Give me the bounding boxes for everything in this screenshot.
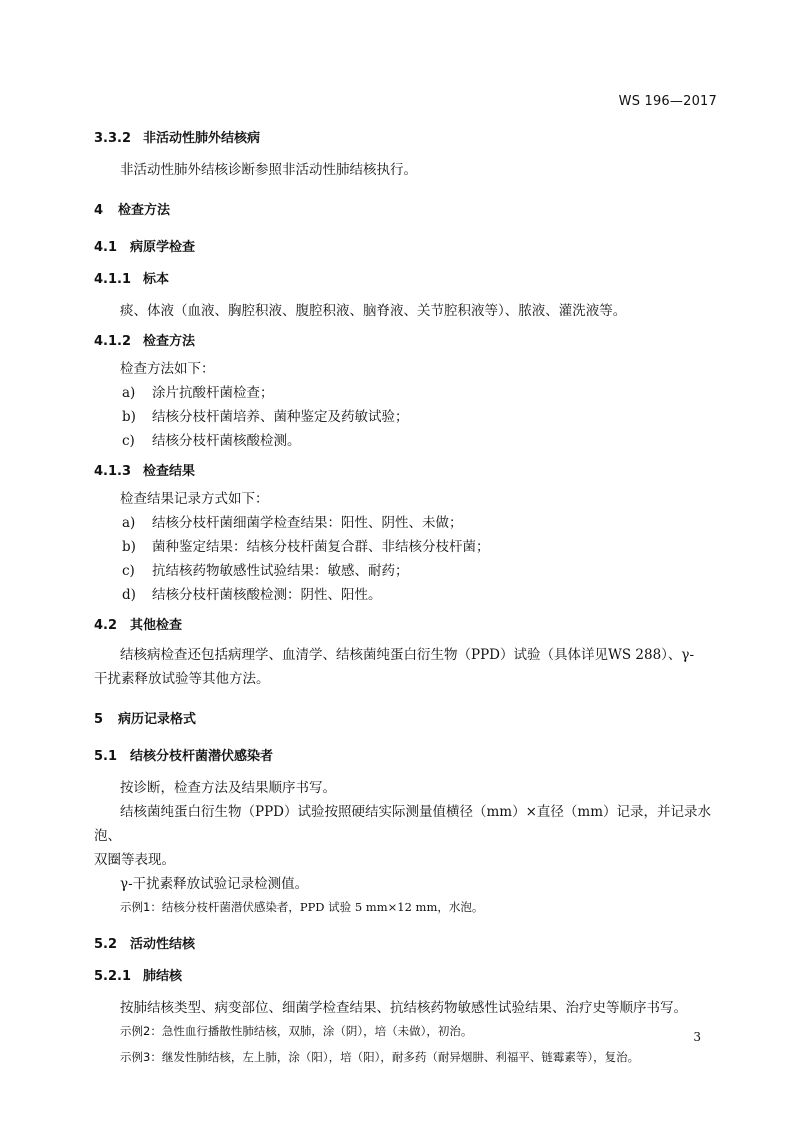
- section-number: 5.1: [94, 749, 118, 764]
- list-text: 结核分枝杆菌核酸检测：阴性、阳性。: [152, 587, 382, 603]
- section-number: 3.3.2: [94, 131, 132, 146]
- list-marker: a): [122, 385, 136, 401]
- paragraph-continuation: 干扰素释放试验等其他方法。: [94, 671, 270, 687]
- list-text: 涂片抗酸杆菌检查；: [152, 385, 274, 401]
- section-title: 病历记录格式: [118, 712, 197, 727]
- list-item: [94, 535, 717, 559]
- section-number: 5.2: [94, 937, 118, 952]
- list-marker: d): [122, 587, 136, 603]
- page-number: 3: [693, 1030, 701, 1044]
- example-text: 结核分枝杆菌潜伏感染者，PPD 试验 5 mm×12 mm，水泡。: [161, 900, 484, 914]
- example: [94, 896, 717, 918]
- example-label: 示例1：: [120, 900, 162, 914]
- list-item: [94, 381, 717, 405]
- document-code: WS 196—2017: [618, 94, 717, 109]
- section-number: 4: [94, 203, 104, 218]
- section-number: 4.1.3: [94, 464, 132, 479]
- heading-5-1: [94, 746, 717, 768]
- paragraph: 检查方法如下：: [120, 361, 215, 377]
- section-title: 其他检查: [130, 618, 183, 633]
- list-marker: b): [122, 539, 136, 555]
- heading-4-1: [94, 237, 717, 259]
- section-title: 检查结果: [143, 464, 196, 479]
- section-number: 4.1: [94, 240, 118, 255]
- document-body: [94, 126, 717, 1068]
- example-label: 示例3：: [120, 1050, 162, 1064]
- list-text: 菌种鉴定结果：结核分枝杆菌复合群、非结核分枝杆菌；: [152, 539, 490, 555]
- list-marker: b): [122, 409, 136, 425]
- list-marker: c): [122, 563, 135, 579]
- heading-5-2-1: [94, 966, 717, 988]
- example-label: 示例2：: [120, 1024, 162, 1038]
- heading-5-2: [94, 934, 717, 956]
- paragraph: 结核菌纯蛋白衍生物（PPD）试验按照硬结实际测量值横径（mm）×直径（mm）记录，并记录水泡、: [94, 804, 712, 844]
- list-item: [94, 429, 717, 453]
- section-title: 活动性结核: [130, 937, 196, 952]
- section-number: 4.2: [94, 618, 118, 633]
- list-item: [94, 583, 717, 607]
- list-item: [94, 405, 717, 429]
- section-title: 检查方法: [118, 203, 171, 218]
- section-title: 标本: [143, 272, 170, 287]
- list-text: 结核分枝杆菌核酸检测。: [152, 433, 301, 449]
- heading-4: [94, 200, 717, 222]
- paragraph: 非活动性肺外结核诊断参照非活动性肺结核执行。: [120, 162, 417, 178]
- paragraph: 按肺结核类型、病变部位、细菌学检查结果、抗结核药物敏感性试验结果、治疗史等顺序书写。: [120, 1000, 687, 1016]
- heading-3-3-2: [94, 128, 717, 150]
- section-number: 4.1.1: [94, 272, 132, 287]
- paragraph-continuation: 双圈等表现。: [94, 852, 175, 868]
- list-item: [94, 559, 717, 583]
- paragraph: 结核病检查还包括病理学、血清学、结核菌纯蛋白衍生物（PPD）试验（具体详见WS 288）、γ-: [120, 647, 695, 663]
- section-title: 结核分枝杆菌潜伏感染者: [130, 749, 274, 764]
- heading-4-1-3: [94, 461, 717, 483]
- example: [94, 1046, 717, 1068]
- section-title: 检查方法: [143, 334, 196, 349]
- section-number: 5: [94, 712, 104, 727]
- heading-5: [94, 709, 717, 731]
- section-title: 非活动性肺外结核病: [143, 131, 261, 146]
- section-number: 4.1.2: [94, 334, 132, 349]
- example-text: 急性血行播散性肺结核，双肺，涂（阴），培（未做），初治。: [161, 1024, 473, 1038]
- example: [94, 1020, 717, 1042]
- heading-4-2: [94, 615, 717, 637]
- list-text: 抗结核药物敏感性试验结果：敏感、耐药；: [152, 563, 409, 579]
- section-title: 肺结核: [143, 969, 183, 984]
- paragraph: 检查结果记录方式如下：: [120, 491, 269, 507]
- paragraph: 痰、体液（血液、胸腔积液、腹腔积液、脑脊液、关节腔积液等）、脓液、灌洗液等。: [120, 303, 627, 319]
- list-marker: c): [122, 433, 135, 449]
- list-item: [94, 511, 717, 535]
- section-title: 病原学检查: [130, 240, 196, 255]
- paragraph: 按诊断，检查方法及结果顺序书写。: [120, 780, 336, 796]
- list-text: 结核分枝杆菌细菌学检查结果：阳性、阴性、未做；: [152, 515, 463, 531]
- heading-4-1-2: [94, 331, 717, 353]
- list-marker: a): [122, 515, 136, 531]
- section-number: 5.2.1: [94, 969, 132, 984]
- paragraph: γ-干扰素释放试验记录检测值。: [120, 876, 309, 892]
- list-text: 结核分枝杆菌培养、菌种鉴定及药敏试验；: [152, 409, 409, 425]
- heading-4-1-1: [94, 269, 717, 291]
- example-text: 继发性肺结核，左上肺，涂（阳），培（阳），耐多药（耐异烟肼、利福平、链霉素等），复治。: [161, 1050, 640, 1064]
